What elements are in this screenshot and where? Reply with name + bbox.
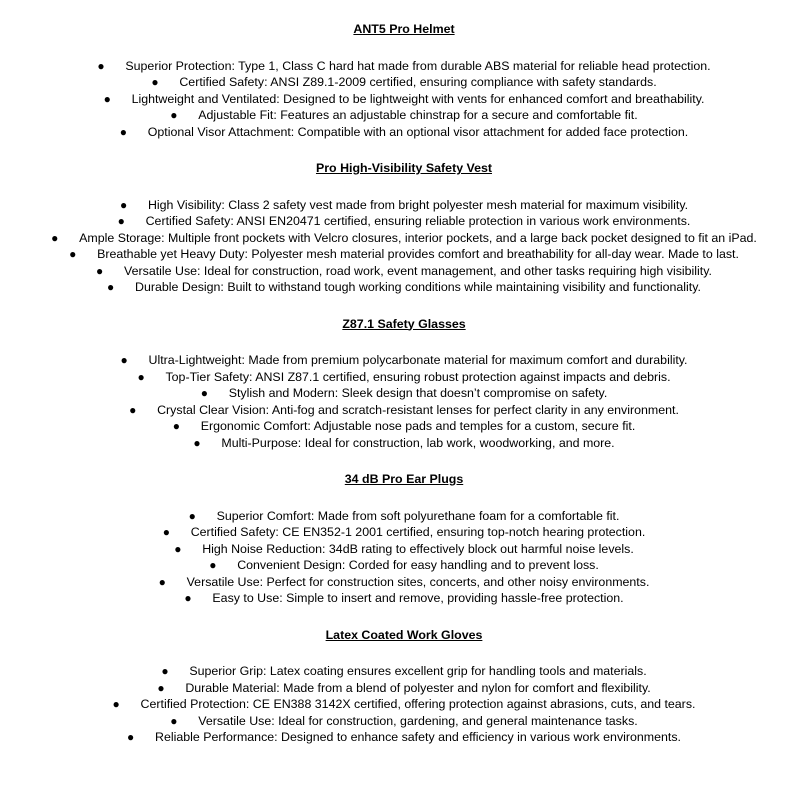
- list-item: [0, 590, 808, 607]
- product-section: [0, 160, 808, 296]
- bullet-text: Certified Safety: ANSI Z89.1-2009 certified, ensuring compliance with safety standards.: [179, 75, 657, 89]
- bullet-text: Versatile Use: Ideal for construction, road work, event management, and other tasks requiring high visibility.: [124, 263, 712, 278]
- list-item: [0, 508, 808, 525]
- bullet-icon: ●: [69, 247, 77, 261]
- bullet-icon: ●: [107, 280, 115, 294]
- list-item: [0, 385, 808, 402]
- section-title: 34 dB Pro Ear Plugs: [344, 472, 464, 486]
- bullet-list: [0, 352, 808, 451]
- bullet-icon: ●: [193, 435, 201, 450]
- bullet-icon: ●: [96, 263, 104, 278]
- bullet-icon: ●: [184, 591, 192, 605]
- bullet-text: Reliable Performance: Designed to enhance safety and efficiency in various work environments.: [155, 730, 681, 744]
- product-section: [0, 471, 808, 607]
- bullet-icon: ●: [51, 230, 59, 245]
- bullet-list: [0, 197, 808, 296]
- bullet-icon: ●: [200, 386, 208, 400]
- bullet-icon: ●: [137, 369, 145, 384]
- list-item: [0, 541, 808, 558]
- bullet-icon: ●: [129, 402, 137, 417]
- bullet-text: High Noise Reduction: 34dB rating to effectively block out harmful noise levels.: [202, 541, 634, 556]
- list-item: [0, 197, 808, 214]
- product-section: [0, 21, 808, 140]
- bullet-text: Versatile Use: Ideal for construction, gardening, and general maintenance tasks.: [198, 713, 638, 728]
- section-title: ANT5 Pro Helmet: [353, 22, 455, 36]
- list-item: [0, 352, 808, 369]
- list-item: [0, 696, 808, 713]
- list-item: [0, 663, 808, 680]
- list-item: [0, 230, 808, 247]
- bullet-text: Superior Protection: Type 1, Class C hard hat made from durable ABS material for reliable head protection.: [125, 58, 711, 73]
- bullet-list: [0, 58, 808, 141]
- bullet-text: Optional Visor Attachment: Compatible with an optional visor attachment for added face protection.: [147, 124, 689, 139]
- bullet-text: Certified Safety: ANSI EN20471 certified, ensuring reliable protection in various work environments.: [145, 214, 691, 228]
- bullet-icon: ●: [119, 197, 128, 212]
- list-item: [0, 574, 808, 591]
- bullet-text: Superior Grip: Latex coating ensures excellent grip for handling tools and materials.: [189, 664, 647, 678]
- bullet-list: [0, 508, 808, 607]
- list-item: [0, 402, 808, 419]
- list-item: [0, 713, 808, 730]
- bullet-icon: ●: [161, 664, 169, 678]
- list-item: [0, 263, 808, 280]
- list-item: [0, 369, 808, 386]
- list-item: [0, 58, 808, 75]
- bullet-text: Adjustable Fit: Features an adjustable chinstrap for a secure and comfortable fit.: [198, 108, 638, 122]
- product-section: [0, 627, 808, 746]
- section-title: Latex Coated Work Gloves: [325, 627, 483, 642]
- list-item: [0, 279, 808, 296]
- bullet-text: Versatile Use: Perfect for construction sites, concerts, and other noisy environments.: [186, 574, 650, 589]
- list-item: [0, 107, 808, 124]
- bullet-icon: ●: [162, 525, 170, 539]
- bullet-icon: ●: [120, 353, 128, 367]
- bullet-text: High Visibility: Class 2 safety vest made from bright polyester mesh material for maximum visibility.: [147, 197, 689, 212]
- bullet-icon: ●: [112, 697, 120, 711]
- bullet-icon: ●: [174, 541, 182, 556]
- bullet-text: Ample Storage: Multiple front pockets with Velcro closures, interior pockets, and a large back pocket designed to fit an iPad.: [79, 230, 757, 245]
- list-item: [0, 729, 808, 746]
- bullet-icon: ●: [170, 713, 178, 728]
- bullet-icon: ●: [158, 574, 166, 589]
- bullet-icon: ●: [103, 91, 111, 106]
- bullet-text: Convenient Design: Corded for easy handling and to prevent loss.: [237, 558, 599, 572]
- bullet-icon: ●: [151, 75, 159, 89]
- section-title: Pro High-Visibility Safety Vest: [315, 161, 493, 175]
- bullet-text: Breathable yet Heavy Duty: Polyester mesh material provides comfort and breathability for all-day wear. Made to last.: [97, 247, 739, 261]
- bullet-text: Stylish and Modern: Sleek design that doesn’t compromise on safety.: [228, 386, 608, 400]
- bullet-text: Durable Design: Built to withstand tough working conditions while maintaining visibility and functionality.: [135, 280, 701, 294]
- list-item: [0, 557, 808, 574]
- bullet-icon: ●: [172, 419, 180, 433]
- bullet-text: Crystal Clear Vision: Anti-fog and scratch-resistant lenses for perfect clarity in any environment.: [157, 402, 679, 417]
- bullet-text: Certified Protection: CE EN388 3142X certified, offering protection against abrasions, cuts, and tears.: [140, 697, 696, 711]
- list-item: [0, 74, 808, 91]
- bullet-icon: ●: [119, 124, 128, 139]
- list-item: [0, 435, 808, 452]
- bullet-text: Ergonomic Comfort: Adjustable nose pads and temples for a custom, secure fit.: [200, 419, 636, 433]
- list-item: [0, 680, 808, 697]
- bullet-icon: ●: [209, 558, 217, 572]
- bullet-text: Lightweight and Ventilated: Designed to be lightweight with vents for enhanced comfort and breathability.: [131, 91, 705, 106]
- bullet-icon: ●: [157, 680, 165, 695]
- bullet-text: Top-Tier Safety: ANSI Z87.1 certified, ensuring robust protection against impacts and debris.: [165, 369, 671, 384]
- bullet-text: Durable Material: Made from a blend of polyester and nylon for comfort and flexibility.: [185, 680, 651, 695]
- list-item: [0, 213, 808, 230]
- bullet-icon: ●: [127, 730, 135, 744]
- bullet-icon: ●: [97, 58, 105, 73]
- bullet-text: Ultra-Lightweight: Made from premium polycarbonate material for maximum comfort and durability.: [148, 353, 688, 367]
- list-item: [0, 124, 808, 141]
- list-item: [0, 91, 808, 108]
- bullet-text: Easy to Use: Simple to insert and remove, providing hassle-free protection.: [212, 591, 624, 605]
- list-item: [0, 418, 808, 435]
- bullet-text: Superior Comfort: Made from soft polyurethane foam for a comfortable fit.: [216, 508, 620, 523]
- list-item: [0, 524, 808, 541]
- product-sections: [0, 21, 808, 746]
- bullet-list: [0, 663, 808, 746]
- list-item: [0, 246, 808, 263]
- product-section: [0, 316, 808, 452]
- bullet-text: Certified Safety: CE EN352-1 2001 certified, ensuring top-notch hearing protection.: [190, 525, 646, 539]
- bullet-icon: ●: [117, 214, 125, 228]
- bullet-icon: ●: [188, 508, 196, 523]
- section-title: Z87.1 Safety Glasses: [342, 316, 466, 331]
- bullet-icon: ●: [170, 108, 178, 122]
- bullet-text: Multi-Purpose: Ideal for construction, lab work, woodworking, and more.: [221, 435, 615, 450]
